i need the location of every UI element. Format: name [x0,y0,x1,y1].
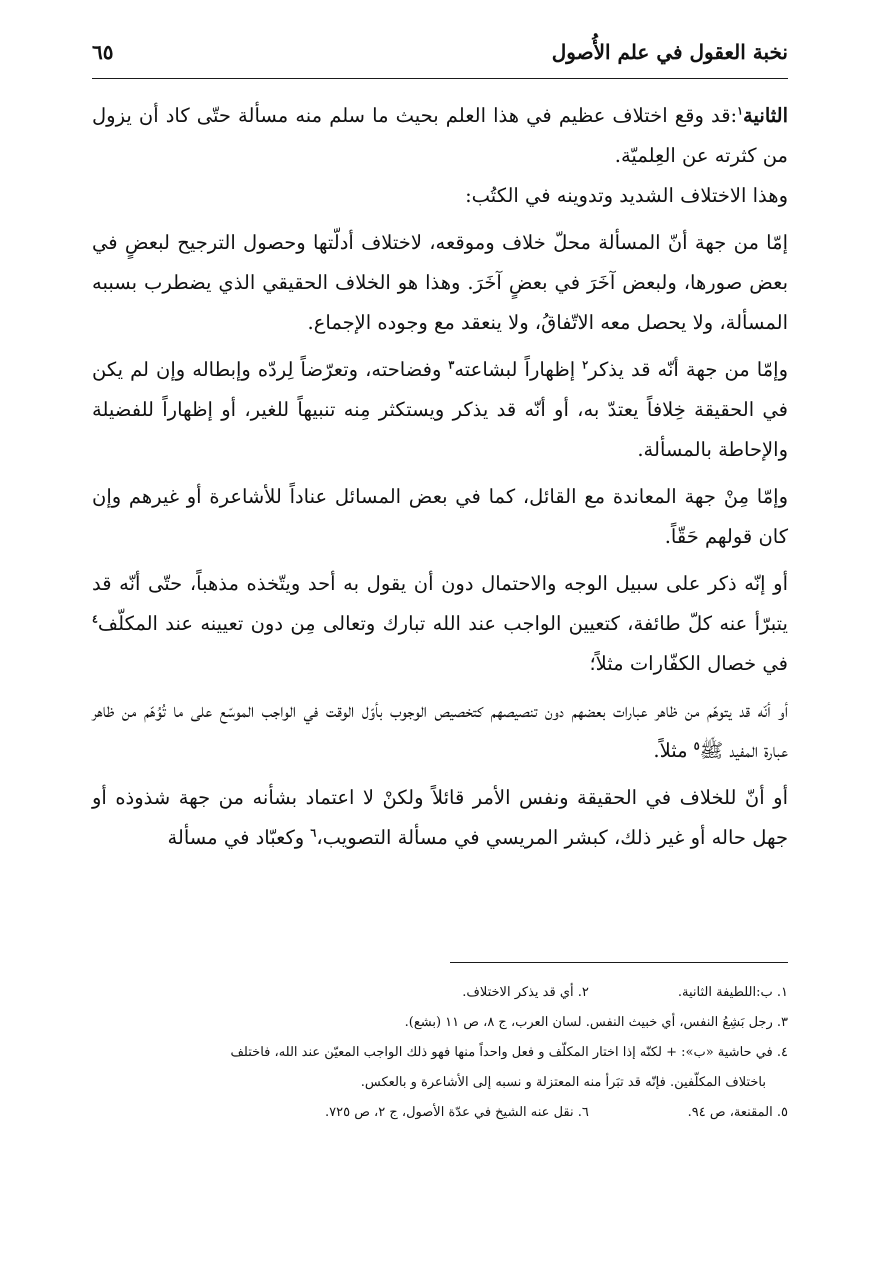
paragraph-6 [92,564,788,684]
paragraph-text: أو إنّه ذكر على سبيل الوجه والاحتمال دون أن يقول به أحد ويتّخذه مذهباً، حتّى أنّه قد يتبرّأ عنه كلّ طائفة، كتعيين الواجب عند الله تبارك وتعالى مِن دون تعيينه عند المكلّف [92,572,788,635]
footnote-marker-4: ٤ [92,612,98,626]
footnote-marker-6: ٦ [310,826,317,840]
page-number: ٦٥ [92,40,114,64]
footnote-separator [450,962,788,963]
footnote-4-line-1: ٤. في حاشية «ب»: + لكنّه إذا اختار المكلّف و فعل واحداً منها فهو ذلك الواجب المعيّن عند الله، فاختلف [230,1045,788,1060]
paragraph-2: وهذا الاختلاف الشديد وتدوينه في الكتُب: [465,184,788,207]
paragraph-text: في خصال الكفّارات مثلاً؛ [589,652,788,675]
footnote-5: ٥. المقنعة، ص ٩٤. [687,1105,788,1120]
footnote-marker-5: ٥ [693,739,700,753]
book-title: نخبة العقول في علم الأُصول [551,40,788,64]
paragraph-3: إمّا من جهة أنّ المسألة محلّ خلاف وموقعه، لاختلاف أدلّتها وحصول الترجيح لبعضٍ في بعض صورها، ولبعض آخَرَ في بعضٍ آخَرَ. وهذا هو الخلاف الحقيقي الذي يضطرب بسببه المسألة، ولا يحصل معه الاتّفاقُ، ولا ينعقد مع وجوده الإجماع. [92,231,788,334]
paragraph-text: وإمّا من جهة أنّه قد يذكر [588,358,788,381]
paragraph-text: وكعبّاد في مسألة [167,826,311,849]
paragraph-text: أو أنّه قد يتوهّم من ظاهر عبارات بعضهم دون تنصيصهم كتخصيص الوجوب بأوّل الوقت في الواجب الموسّع على ما تُوُهّم من ظاهر عبارة المفيد ﷺ [92,699,788,762]
paragraph-7 [92,691,788,771]
footnote-2: ٢. أي قد يذكر الاختلاف. [462,985,589,1000]
paragraph-text: إظهاراً لبشاعته [454,358,583,381]
footnote-1: ١. ب:اللطيفة الثانية. [677,985,788,1000]
footnote-6: ٦. نقل عنه الشيخ في عدّة الأصول، ج ٢، ص ٧٢٥. [324,1105,589,1120]
paragraph-text: مثلاً. [653,739,694,762]
paragraph-8 [92,778,788,858]
main-text [92,96,788,865]
footnote-row [100,1098,788,1128]
footnote-row [100,978,788,1008]
paragraph-text: وفضاحته، وتعرّضاً لِردّه وإبطاله وإن لم يكن في الحقيقة خِلافاً يعتدّ به، أو أنّه قد يذكر ويستكثر مِنه تنبيهاً للغير، أو إظهاراً للفضيلة والإحاطة بالمسألة. [92,358,788,461]
paragraph-lead: الثانية [743,104,788,127]
footnote-4-line-2: باختلاف المكلّفين. فإنّه قد تبَرأ منه المعتزلة و نسبه إلى الأشاعرة و بالعكس. [360,1075,766,1090]
footnote-3: ٣. رجل بَشِعُ النفس، أي خبيث النفس. لسان العرب، ج ٨، ص ١١ (بشع). [404,1015,788,1030]
footnote-marker-1: ١ [737,104,744,118]
paragraph-text: :قد وقع اختلاف عظيم في هذا العلم بحيث ما سلم منه مسألة حتّى كاد أن يزول من كثرته عن العِلميّة. [92,104,788,167]
paragraph-4 [92,350,788,470]
paragraph-1 [92,96,788,176]
footnote-4 [100,1038,788,1098]
footnote-marker-2: ٢ [582,358,589,372]
paragraph-5: وإمّا مِنْ جهة المعاندة مع القائل، كما في بعض المسائل عناداً للأشاعرة أو غيرهم وإن كان قولهم حَقّاً. [92,485,788,548]
paragraph-text: أو أنّ للخلاف في الحقيقة ونفس الأمر قائلاً ولكنْ لا اعتماد بشأنه من جهة شذوذه أو جهل حاله أو غير ذلك، كبشر المريسي في مسألة التصويب، [92,786,788,849]
footnotes [100,978,788,1128]
footnote-marker-3: ٣ [448,358,455,372]
running-header [92,38,788,79]
